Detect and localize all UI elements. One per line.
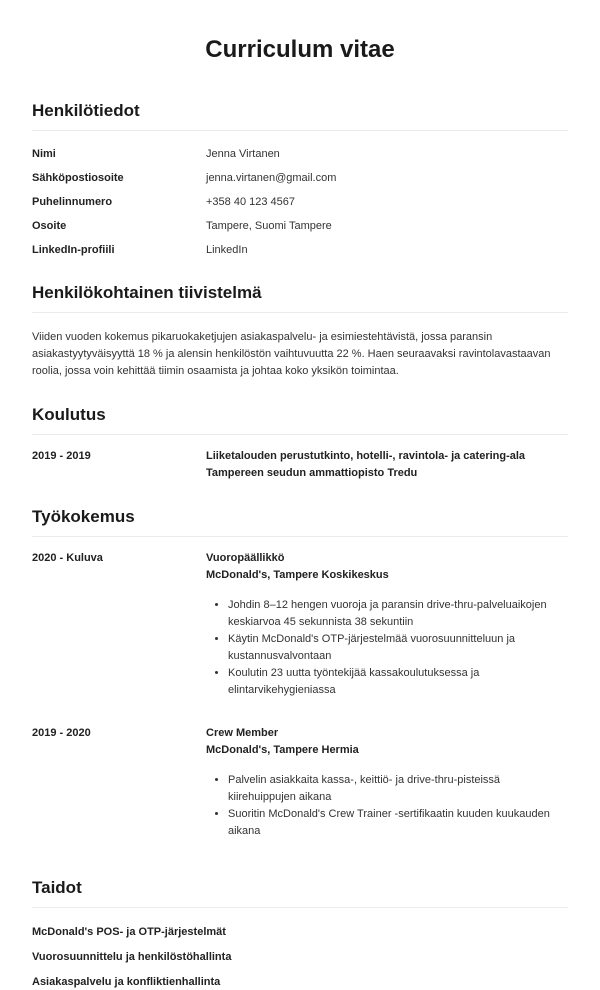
section-heading-education: Koulutus bbox=[32, 405, 568, 435]
bullet-item: • Johdin 8–12 hengen vuoroja ja paransin drive-thru-palveluaikojen keskiarvoa 45 sekunnista 38 sekuntiin bbox=[228, 597, 568, 630]
bullet-item: • Suoritin McDonald's Crew Trainer -sertifikaatin kuuden kuukauden aikana bbox=[228, 806, 568, 839]
field-row-email bbox=[32, 170, 568, 186]
section-personal bbox=[32, 101, 568, 258]
bullet-item: • Koulutin 23 uutta työntekijää kassakoulutuksessa ja elintarvikehygieniassa bbox=[228, 665, 568, 698]
experience-entry-2 bbox=[32, 725, 568, 853]
summary-paragraph: Viiden vuoden kokemus pikaruokaketjujen asiakaspalvelu- ja esimiestehtävistä, jossa paransin asiakastyytyväisyyttä 18 % ja alensin henkilöstön vaihtuvuutta 22 %. Haen seuraavaksi ravintolavastaavan roolia, jossa voin kehittää tiimin osaamista ja johtaa koko yksikön toimintaa. bbox=[32, 331, 551, 377]
field-value-name: Jenna Virtanen bbox=[206, 148, 280, 160]
experience-2-body bbox=[206, 725, 568, 853]
experience-1-bullets bbox=[228, 597, 568, 698]
page-title: Curriculum vitae bbox=[205, 36, 395, 63]
experience-2-title: Crew Member bbox=[206, 727, 279, 739]
education-degree: Liiketalouden perustutkinto, hotelli-, ravintola- ja catering-ala bbox=[206, 450, 526, 462]
experience-2-dates: 2019 - 2020 bbox=[32, 727, 91, 739]
section-summary bbox=[32, 283, 568, 380]
education-body bbox=[206, 448, 568, 482]
skill-item: McDonald's POS- ja OTP-järjestelmät bbox=[32, 926, 226, 938]
experience-entry-1 bbox=[32, 550, 568, 712]
field-value-address: Tampere, Suomi Tampere bbox=[206, 220, 332, 232]
education-entry bbox=[32, 448, 568, 482]
experience-2-bullets bbox=[228, 772, 568, 839]
experience-1-dates: 2020 - Kuluva bbox=[32, 552, 103, 564]
skills-list bbox=[32, 924, 568, 990]
field-label-name: Nimi bbox=[32, 148, 56, 160]
section-heading-experience: Työkokemus bbox=[32, 507, 568, 537]
section-education bbox=[32, 405, 568, 482]
section-heading-personal: Henkilötiedot bbox=[32, 101, 568, 131]
experience-1-employer: McDonald's, Tampere Koskikeskus bbox=[206, 569, 389, 581]
section-heading-summary: Henkilökohtainen tiivistelmä bbox=[32, 283, 568, 313]
bullet-item: • Palvelin asiakkaita kassa-, keittiö- ja drive-thru-pisteissä kiirehuippujen aikana bbox=[228, 772, 568, 805]
bullet-item: • Käytin McDonald's OTP-järjestelmää vuorosuunnitteluun ja kustannusvalvontaan bbox=[228, 631, 568, 664]
field-label-phone: Puhelinnumero bbox=[32, 196, 113, 208]
field-row-linkedin bbox=[32, 242, 568, 258]
field-label-address: Osoite bbox=[32, 220, 67, 232]
section-heading-skills: Taidot bbox=[32, 878, 568, 908]
field-row-name bbox=[32, 146, 568, 162]
field-row-phone bbox=[32, 194, 568, 210]
section-skills bbox=[32, 878, 568, 990]
experience-1-body bbox=[206, 550, 568, 712]
education-dates: 2019 - 2019 bbox=[32, 450, 91, 462]
field-value-linkedin: LinkedIn bbox=[206, 244, 248, 256]
experience-1-title: Vuoropäällikkö bbox=[206, 552, 285, 564]
field-value-email: jenna.virtanen@gmail.com bbox=[206, 172, 337, 184]
field-row-address bbox=[32, 218, 568, 234]
experience-2-employer: McDonald's, Tampere Hermia bbox=[206, 744, 359, 756]
education-school: Tampereen seudun ammattiopisto Tredu bbox=[206, 467, 418, 479]
field-label-email: Sähköpostiosoite bbox=[32, 172, 124, 184]
skill-item: Asiakaspalvelu ja konfliktienhallinta bbox=[32, 976, 221, 988]
personal-fields bbox=[32, 146, 568, 258]
skill-item: Vuorosuunnittelu ja henkilöstöhallinta bbox=[32, 951, 232, 963]
section-experience bbox=[32, 507, 568, 853]
field-value-phone: +358 40 123 4567 bbox=[206, 196, 296, 208]
field-label-linkedin: LinkedIn-profiili bbox=[32, 244, 115, 256]
